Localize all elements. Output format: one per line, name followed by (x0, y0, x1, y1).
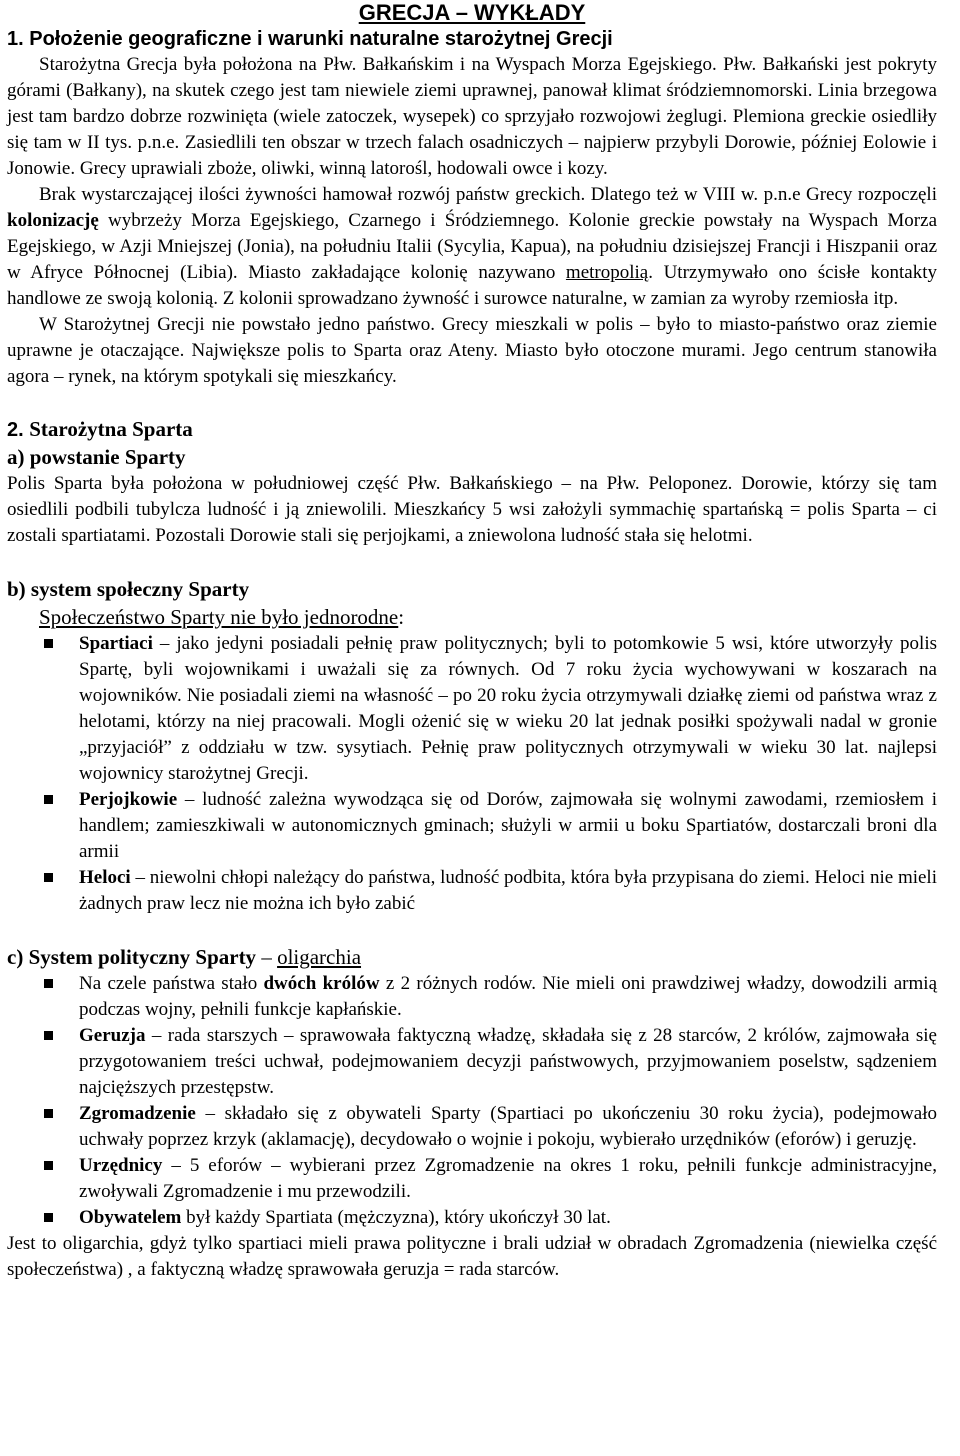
section-1-paragraph-2: Brak wystarczającej ilości żywności hamował rozwój państw greckich. Dlatego też w VIII w. p.n.e Grecy rozpoczęli kolonizację wybrzeży Morza Egejskiego, Czarnego i Śródziemnego. Kolonie greckie powstały na Wyspach Morza Egejskiego, w Azji Mniejszej (Jonia), na południu Italii (Sycylia, Kapua), na południu dzisiejszej Francji i Hiszpanii oraz w Afryce Północnej (Libia). Miasto zakładające kolonię nazywano metropolią. Utrzymywało ono ścisłe kontakty handlowe ze swoją kolonią. Z kolonii sprowadzano żywność i surowce naturalne, w zamian za wyroby rzemiosła itp. (7, 184, 937, 309)
section-1-paragraph-1: Starożytna Grecja była położona na Płw. Bałkańskim i na Wyspach Morza Egejskiego. Płw. Bałkański jest pokryty górami (Bałkany), na skutek czego jest tam niewiele ziemi uprawnej, panował klimat śródziemnomorski. Linia brzegowa jest tam bardzo dobrze rozwinięta (wiele zatoczek, wysepek) co sprzyjało rozwojowi żeglugi. Plemiona greckie osiedliły się tam w II tys. p.n.e. Zasiedlili ten obszar w trzech falach osadniczych – najpierw przybyli Dorowie, później Eolowie i Jonowie. Grecy uprawiali zboże, oliwki, winną latorośl, hodowali owce i kozy. (7, 54, 937, 179)
document-title: GRECJA – WYKŁADY (358, 0, 586, 25)
square-bullet-icon (44, 979, 53, 988)
square-bullet-icon (44, 1161, 53, 1170)
term-kolonizacja: kolonizację (7, 210, 99, 231)
document-page (7, 0, 937, 1283)
section-1-heading: 1. Położenie geograficzne i warunki naturalne starożytnej Grecji (7, 28, 613, 50)
closing-paragraph: Jest to oligarchia, gdyż tylko spartiaci mieli prawa polityczne i brali udział w obradach Zgromadzenia (niewielka część społeczeństwa) , a faktyczną władzę sprawowała geruzja = rada starców. (7, 1233, 937, 1280)
square-bullet-icon (44, 1031, 53, 1040)
section-2-heading: 2. Starożytna Sparta (7, 417, 193, 441)
list-item: Na czele państwa stało dwóch królów z 2 różnych rodów. Nie mieli oni prawdziwej władzy, dowodzili armią podczas wojny, pełnili funkcje kapłańskie. (7, 971, 937, 1023)
list-item: Urzędnicy – 5 eforów – wybierani przez Zgromadzenie na okres 1 roku, pełnili funkcje administracyjne, zwoływali Zgromadzenie i mu przewodzili. (7, 1153, 937, 1205)
subsection-c-heading: c) System polityczny Sparty – oligarchia (7, 945, 362, 969)
term-metropolia: metropolią (565, 262, 649, 283)
square-bullet-icon (44, 1213, 53, 1222)
list-item: Perjojkowie – ludność zależna wywodząca się od Dorów, zajmowała się wolnymi zawodami, rzemiosłem i handlem; zamieszkiwali w autonomicznych gminach; służyli w armii u boku Spartiatów, dostarczali broni dla armii (7, 787, 937, 865)
political-system-list (7, 971, 937, 1231)
square-bullet-icon (44, 795, 53, 804)
subsection-b-heading: b) system społeczny Sparty (7, 577, 250, 601)
square-bullet-icon (44, 873, 53, 882)
subsection-a-heading: a) powstanie Sparty (7, 445, 186, 469)
list-item: Zgromadzenie – składało się z obywateli Sparty (Spartiaci po ukończeniu 30 roku życia), podejmowało uchwały poprzez krzyk (aklamację), decydowało o wojnie i pokoju, wybierało urzędników (eforów) i geruzję. (7, 1101, 937, 1153)
subsection-a-paragraph: Polis Sparta była położona w południowej część Płw. Bałkańskiego – na Płw. Peloponez. Dorowie, którzy się tam osiedlili podbili tubylcza ludność i ją zniewolili. Mieszkańcy 5 wsi założyli symmachię spartańską = polis Sparta – ci zostali spartiatami. Pozostali Dorowie stali się perjojkami, a zniewolona ludność stała się helotmi. (7, 473, 937, 546)
social-classes-list (7, 631, 937, 917)
square-bullet-icon (44, 1109, 53, 1118)
list-item: Obywatelem był każdy Spartiata (mężczyzna), który ukończył 30 lat. (7, 1205, 937, 1231)
list-item: Geruzja – rada starszych – sprawowała faktyczną władzę, składała się z 28 starców, 2 królów, zajmowała się przygotowaniem treści uchwał, podejmowaniem decyzji państwowych, przyjmowaniem poselstw, sądzeniem najcięższych przestępstw. (7, 1023, 937, 1101)
list-item: Heloci – niewolni chłopi należący do państwa, ludność podbita, która była przypisana do ziemi. Heloci nie mieli żadnych praw lecz nie można ich było zabić (7, 865, 937, 917)
square-bullet-icon (44, 639, 53, 648)
section-1-paragraph-3: W Starożytnej Grecji nie powstało jedno państwo. Grecy mieszkali w polis – było to miasto-państwo oraz ziemie uprawne je otaczające. Największe polis to Sparta oraz Ateny. Miasto było otoczone murami. Jego centrum stanowiła agora – rynek, na którym spotykali się mieszkańcy. (7, 314, 937, 387)
subsection-b-subheading: Społeczeństwo Sparty nie było jednorodne: (39, 605, 405, 629)
list-item: Spartiaci – jako jedyni posiadali pełnię praw politycznych; byli to potomkowie 5 wsi, które utworzyły polis Spartę, byli wojownikami i uważali się za równych. Od 7 roku życia wychowywani w koszarach na wojowników. Nie posiadali ziemi na własność – po 20 roku życia otrzymywali działkę ziemi od państwa wraz z helotami, którzy na niej pracowali. Mogli ożenić się w wieku 20 lat jednak posiłki spożywali nadal w gronie „przyjaciół” z oddziału w tzw. sysytiach. Pełnię praw politycznych otrzymywali w wieku 30 lat. najlepsi wojownicy starożytnej Grecji. (7, 631, 937, 787)
